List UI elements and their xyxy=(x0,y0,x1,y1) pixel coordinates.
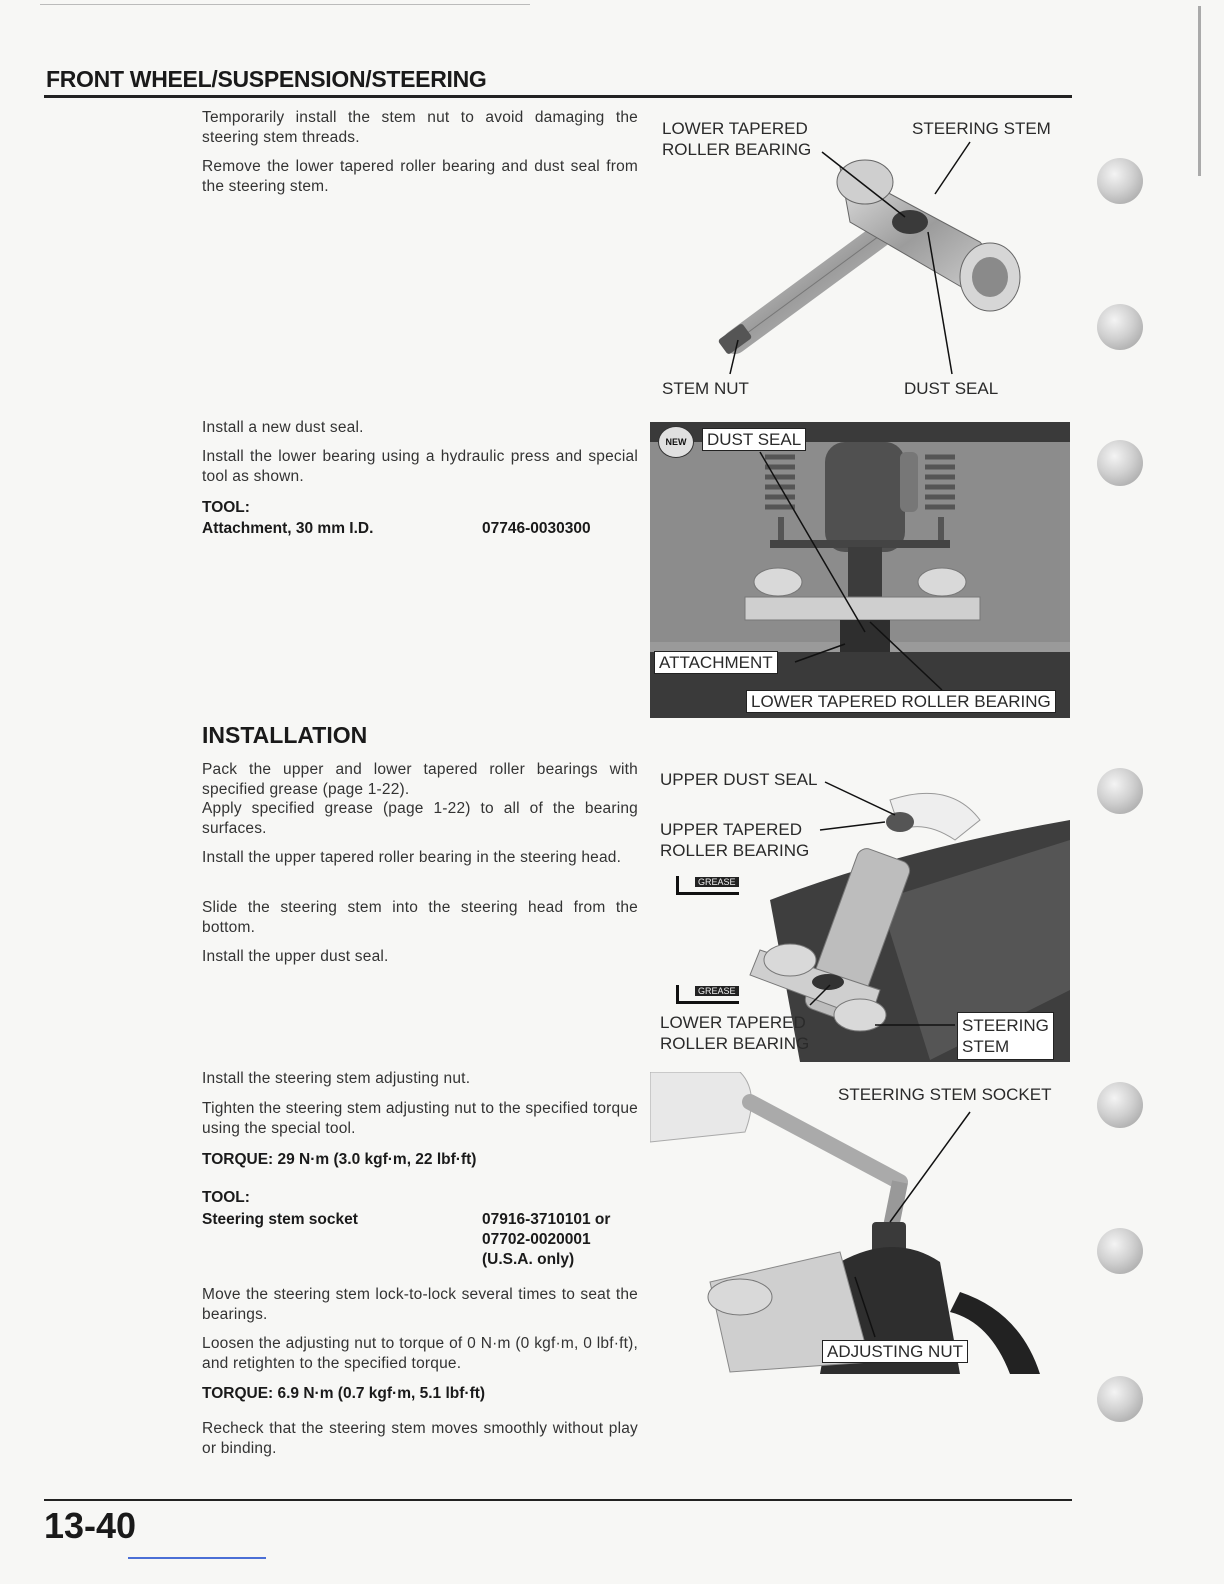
label-lower-tapered-roller-bearing: LOWER TAPERED xyxy=(660,1013,806,1032)
label-upper-dust-seal: UPPER DUST SEAL xyxy=(660,770,818,789)
grease-icon xyxy=(676,876,739,895)
scan-top-line xyxy=(40,4,530,5)
scan-blue-mark xyxy=(128,1557,266,1559)
figure-steering-stem-removal xyxy=(650,112,1070,412)
paragraph: Temporarily install the stem nut to avoid damaging the steering stem threads. xyxy=(202,109,638,146)
paragraph: Install the upper dust seal. xyxy=(202,948,389,965)
paragraph: Pack the upper and lower tapered roller bearings with specified grease (page 1-22). xyxy=(202,761,638,798)
paragraph: Remove the lower tapered roller bearing and dust seal from the steering stem. xyxy=(202,158,638,195)
binder-hole xyxy=(1097,1082,1143,1128)
tool-label: TOOL: xyxy=(202,1189,250,1206)
tool-number: 07916-3710101 or xyxy=(482,1211,611,1228)
tool-number: 07702-0020001 xyxy=(482,1231,591,1248)
footer-rule xyxy=(44,1499,1072,1501)
tool-name: Attachment, 30 mm I.D. xyxy=(202,520,374,537)
figure-steering-stem-install xyxy=(650,760,1070,1062)
new-part-icon: NEW xyxy=(658,426,694,458)
paragraph: Tighten the steering stem adjusting nut to the specified torque using the special tool. xyxy=(202,1100,638,1137)
paragraph: Move the steering stem lock-to-lock several times to seat the bearings. xyxy=(202,1286,638,1323)
label-adjusting-nut: ADJUSTING NUT xyxy=(822,1340,968,1363)
torque-spec: TORQUE: 6.9 N·m (0.7 kgf·m, 5.1 lbf·ft) xyxy=(202,1385,486,1402)
label-steering-stem-socket: STEERING STEM SOCKET xyxy=(838,1085,1052,1104)
label-stem-nut: STEM NUT xyxy=(662,379,749,398)
label-lower-tapered-roller-bearing: ROLLER BEARING xyxy=(662,140,812,159)
page-number: 13-40 xyxy=(44,1505,137,1546)
binder-hole xyxy=(1097,768,1143,814)
tool-label: TOOL: xyxy=(202,499,250,516)
paragraph: Recheck that the steering stem moves smoothly without play or binding. xyxy=(202,1420,638,1457)
label-steering-stem: STEERING STEM xyxy=(912,119,1051,138)
label-steering-stem-line: STEERING xyxy=(962,1016,1049,1035)
tool-name: Steering stem socket xyxy=(202,1211,358,1228)
section-heading-installation: INSTALLATION xyxy=(202,722,368,748)
label-lower-tapered-roller-bearing: ROLLER BEARING xyxy=(660,1034,810,1053)
grease-label: GREASE xyxy=(695,877,739,887)
paragraph: Loosen the adjusting nut to torque of 0 N·m (0 kgf·m, 0 lbf·ft), and retighten to the specified torque. xyxy=(202,1335,638,1372)
tool-number-note: (U.S.A. only) xyxy=(482,1251,575,1268)
grease-label: GREASE xyxy=(695,986,739,996)
binder-hole xyxy=(1097,440,1143,486)
paragraph: Install the steering stem adjusting nut. xyxy=(202,1070,471,1087)
figure-adjusting-nut xyxy=(650,1072,1070,1374)
binder-hole xyxy=(1097,1228,1143,1274)
paragraph: Slide the steering stem into the steering head from the bottom. xyxy=(202,899,638,936)
label-dust-seal: DUST SEAL xyxy=(702,428,806,451)
label-steering-stem-line: STEM xyxy=(962,1037,1010,1056)
paragraph: Install the lower bearing using a hydraulic press and special tool as shown. xyxy=(202,448,638,485)
label-upper-tapered-roller-bearing: UPPER TAPERED xyxy=(660,820,803,839)
label-dust-seal: DUST SEAL xyxy=(904,379,999,398)
binder-hole xyxy=(1097,1376,1143,1422)
torque-spec: TORQUE: 29 N·m (3.0 kgf·m, 22 lbf·ft) xyxy=(202,1151,477,1168)
paragraph: Apply specified grease (page 1-22) to all of the bearing surfaces. xyxy=(202,800,638,837)
header-rule xyxy=(44,95,1072,98)
grease-icon xyxy=(676,985,739,1004)
tool-number: 07746-0030300 xyxy=(482,520,591,537)
binder-hole xyxy=(1097,304,1143,350)
label-steering-stem xyxy=(957,1012,1054,1060)
paragraph: Install a new dust seal. xyxy=(202,419,364,436)
paragraph: Install the upper tapered roller bearing in the steering head. xyxy=(202,849,622,866)
label-lower-tapered-roller-bearing: LOWER TAPERED ROLLER BEARING xyxy=(746,690,1056,713)
figure-hydraulic-press xyxy=(650,422,1070,718)
label-upper-tapered-roller-bearing: ROLLER BEARING xyxy=(660,841,810,860)
label-attachment: ATTACHMENT xyxy=(654,651,778,674)
scan-right-edge xyxy=(1198,6,1201,176)
page-title: FRONT WHEEL/SUSPENSION/STEERING xyxy=(46,66,487,92)
socket-wrench-illustration xyxy=(650,1072,1070,1374)
label-lower-tapered-roller-bearing: LOWER TAPERED xyxy=(662,119,808,138)
binder-hole xyxy=(1097,158,1143,204)
